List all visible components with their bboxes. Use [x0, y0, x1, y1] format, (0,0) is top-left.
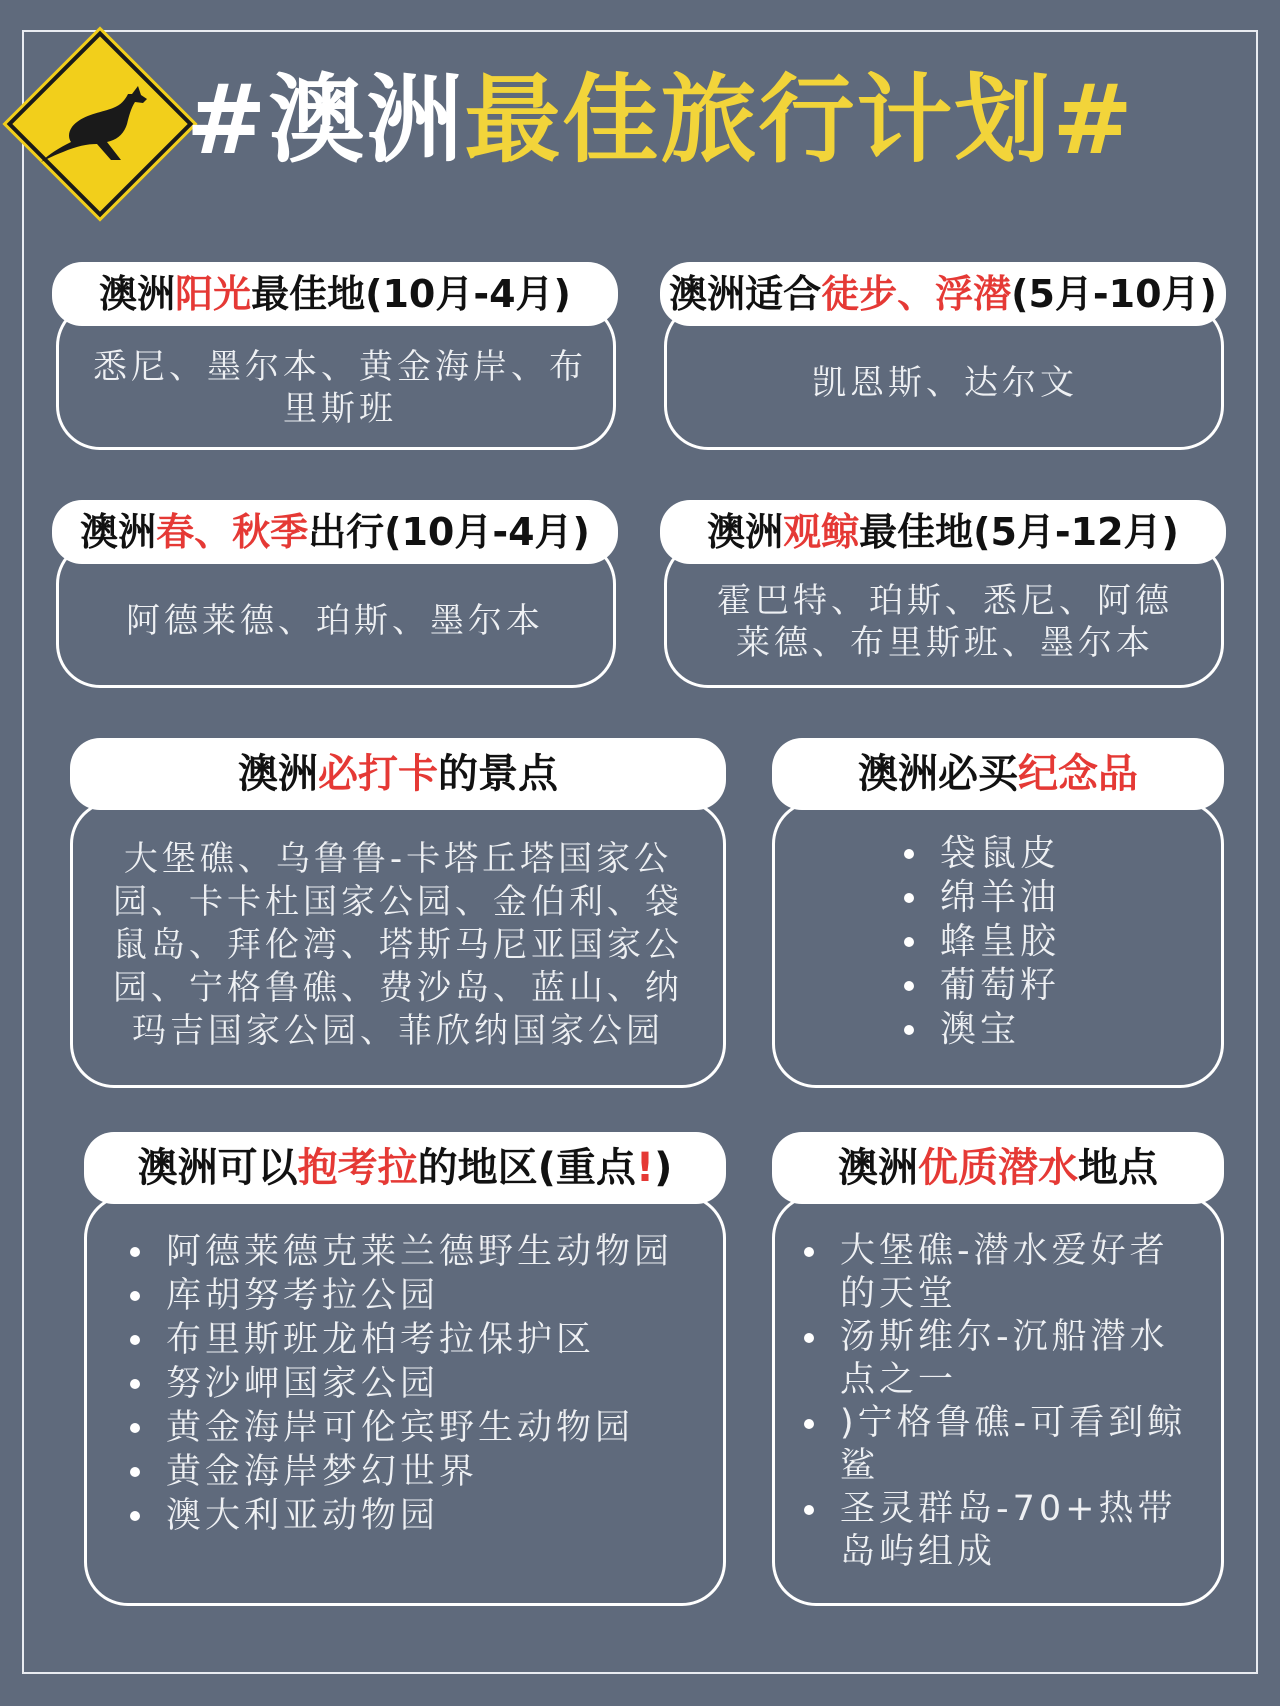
- list-item: 黄金海岸梦幻世界: [122, 1450, 712, 1494]
- list-item: 大堡礁-潜水爱好者的天堂: [796, 1230, 1196, 1316]
- list-item: 圣灵群岛-70+热带岛屿组成: [796, 1488, 1196, 1574]
- list-item: 阿德莱德克莱兰德野生动物园: [122, 1230, 712, 1274]
- list-item: 绵羊油: [896, 876, 1196, 920]
- list-item: 蜂皇胶: [896, 920, 1196, 964]
- diving-list: [796, 1230, 1196, 1574]
- koala-list: [122, 1230, 712, 1538]
- spots-label: 澳洲必打卡的景点: [70, 738, 726, 810]
- page-title: [186, 64, 1135, 176]
- souvenirs-list: [896, 832, 1196, 1052]
- sunshine-text: 悉尼、墨尔本、黄金海岸、布里斯班: [93, 347, 587, 429]
- title-prefix: #澳洲: [186, 64, 465, 176]
- koala-label: 澳洲可以抱考拉的地区(重点!): [84, 1132, 726, 1204]
- title-highlight: 最佳旅行计划#: [464, 64, 1135, 176]
- hiking-text: 凯恩斯、达尔文: [812, 363, 1078, 403]
- whale-text: 霍巴特、珀斯、悉尼、阿德莱德、布里斯班、墨尔本: [717, 581, 1173, 663]
- spring-autumn-label: 澳洲春、秋季出行(10月-4月): [52, 500, 618, 564]
- list-item: 澳大利亚动物园: [122, 1494, 712, 1538]
- list-item: 布里斯班龙柏考拉保护区: [122, 1318, 712, 1362]
- spring-autumn-text: 阿德莱德、珀斯、墨尔本: [126, 601, 544, 641]
- list-item: 黄金海岸可伦宾野生动物园: [122, 1406, 712, 1450]
- list-item: 库胡努考拉公园: [122, 1274, 712, 1318]
- kangaroo-icon: [40, 84, 160, 164]
- list-item: 袋鼠皮: [896, 832, 1196, 876]
- spots-text: 大堡礁、乌鲁鲁-卡塔丘塔国家公园、卡卡杜国家公园、金伯利、袋鼠岛、拜伦湾、塔斯马尼亚国家公园、宁格鲁礁、费沙岛、蓝山、纳玛吉国家公园、菲欣纳国家公园: [113, 839, 683, 1051]
- list-item: 葡萄籽: [896, 964, 1196, 1008]
- hiking-label: 澳洲适合徒步、浮潜(5月-10月): [660, 262, 1226, 326]
- sunshine-label: 澳洲阳光最佳地(10月-4月): [52, 262, 618, 326]
- list-item: 澳宝: [896, 1008, 1196, 1052]
- list-item: )宁格鲁礁-可看到鲸鲨: [796, 1402, 1196, 1488]
- diving-label: 澳洲优质潜水地点: [772, 1132, 1224, 1204]
- list-item: 努沙岬国家公园: [122, 1362, 712, 1406]
- whale-label: 澳洲观鲸最佳地(5月-12月): [660, 500, 1226, 564]
- souvenirs-label: 澳洲必买纪念品: [772, 738, 1224, 810]
- list-item: 汤斯维尔-沉船潜水点之一: [796, 1316, 1196, 1402]
